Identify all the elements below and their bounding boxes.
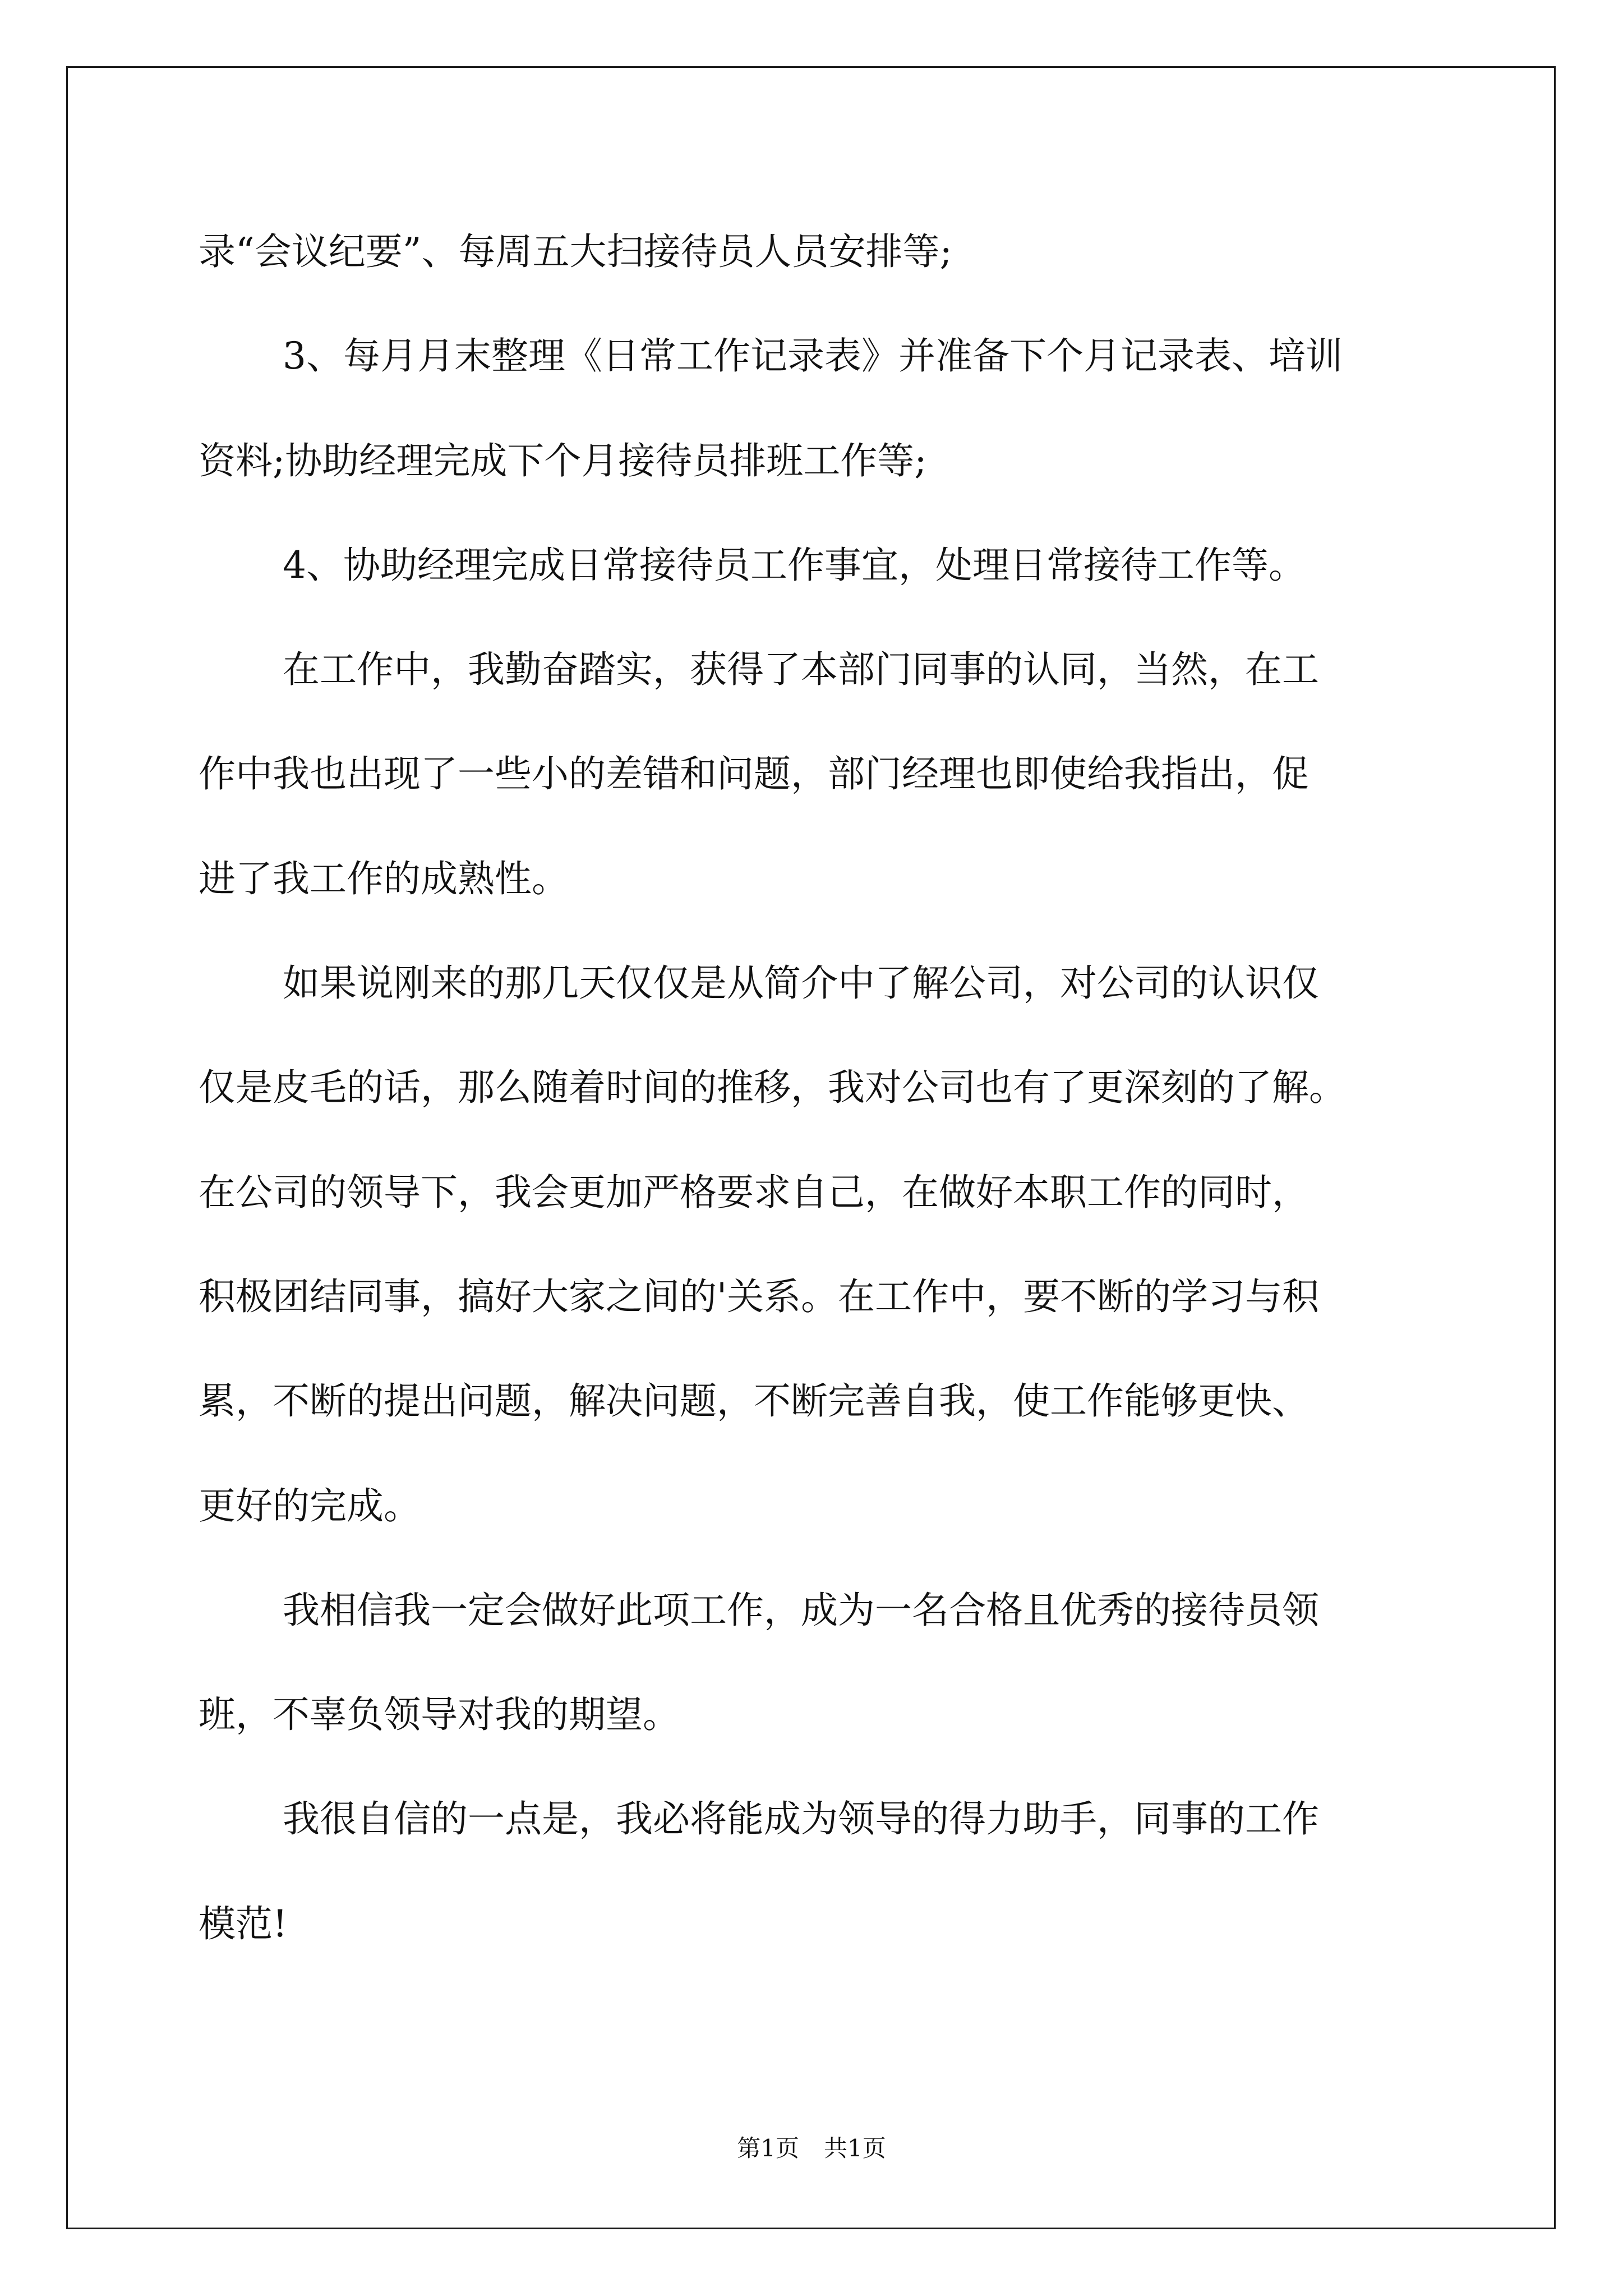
text-line: 3、每月月末整理《日常工作记录表》并准备下个月记录表、培训: [283, 334, 1343, 378]
text-line: 如果说刚来的那几天仅仅是从简介中了解公司，对公司的认识仅: [283, 961, 1319, 1005]
text-line: 4、协助经理完成日常接待员工作事宜，处理日常接待工作等。: [283, 543, 1306, 587]
text-line: 我很自信的一点是，我必将能成为领导的得力助手，同事的工作: [283, 1797, 1319, 1841]
text-line: 我相信我一定会做好此项工作，成为一名合格且优秀的接待员领: [283, 1588, 1319, 1632]
text-line: 班，不辜负领导对我的期望。: [199, 1693, 680, 1737]
text-line: 更好的完成。: [199, 1484, 421, 1527]
text-line: 作中我也出现了一些小的差错和问题，部门经理也即使给我指出，促: [199, 752, 1309, 796]
page-number: 第1页: [737, 2134, 799, 2162]
text-line: 仅是皮毛的话，那么随着时间的推移，我对公司也有了更深刻的了解。: [199, 1066, 1346, 1110]
text-line: 在公司的领导下，我会更加严格要求自己，在做好本职工作的同时，: [199, 1170, 1309, 1214]
document-body: [199, 200, 1466, 1976]
page-footer: [0, 2132, 1623, 2165]
text-line: 在工作中，我勤奋踏实，获得了本部门同事的认同，当然，在工: [283, 648, 1319, 692]
text-line: 积极团结同事，搞好大家之间的'关系。在工作中，要不断的学习与积: [199, 1274, 1320, 1318]
page-total: 共1页: [824, 2134, 886, 2162]
text-line: 进了我工作的成熟性。: [199, 857, 569, 900]
text-line: 录“会议纪要”、每周五大扫接待员人员安排等;: [199, 230, 952, 273]
text-line: 资料;协助经理完成下个月接待员排班工作等;: [199, 439, 927, 482]
text-line: 累，不断的提出问题，解决问题，不断完善自我，使工作能够更快、: [199, 1379, 1309, 1423]
text-line: 模范!: [199, 1902, 288, 1945]
